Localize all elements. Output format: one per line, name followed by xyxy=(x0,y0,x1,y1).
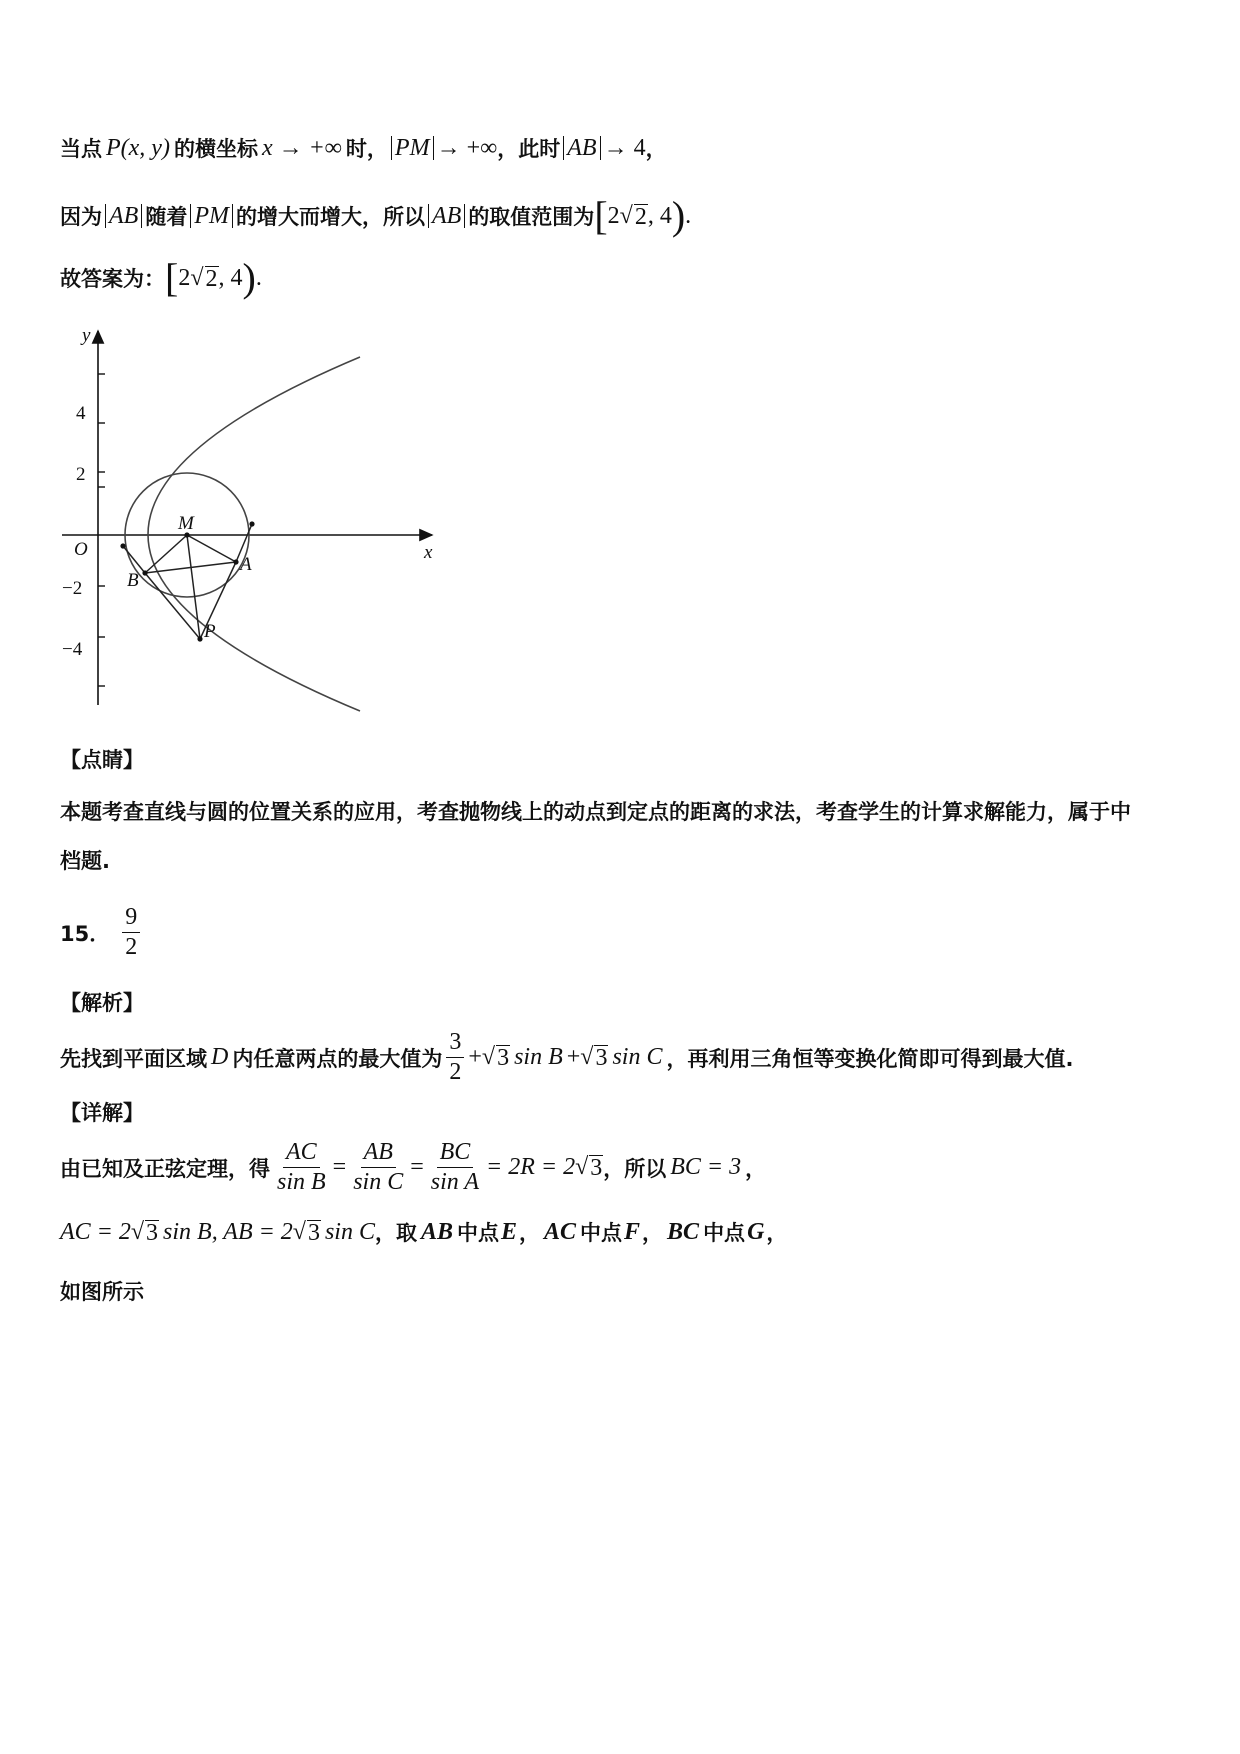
comment-text-2: 档题. xyxy=(60,849,110,873)
tick-label-neg4: −4 xyxy=(62,639,83,660)
math-ac-bold: AC xyxy=(544,1218,577,1245)
math-abs-ab: AB xyxy=(563,136,600,160)
fraction-denominator: sin C xyxy=(353,1169,404,1196)
fraction-denominator: sin B xyxy=(277,1169,326,1196)
math-f: F xyxy=(624,1218,641,1245)
fraction-denominator: 2 xyxy=(125,934,138,961)
math-radicand: 3 xyxy=(307,1219,320,1246)
math-sinc: sin C xyxy=(324,1218,375,1245)
point-label-p: P xyxy=(204,621,216,642)
bracket-open: [ xyxy=(165,255,179,300)
math-sin-b: sin B xyxy=(514,1044,563,1071)
fraction-numerator: 3 xyxy=(446,1030,464,1058)
math-bc-3: BC = 3 xyxy=(670,1154,742,1181)
text: 时， xyxy=(345,137,388,161)
plus: + xyxy=(566,1044,581,1071)
math-x-limit: x → +∞ xyxy=(261,134,342,161)
sqrt-sign: √ xyxy=(575,1154,589,1181)
fraction-numerator: AB xyxy=(361,1140,396,1168)
detail-heading: 【详解】 xyxy=(60,1101,144,1125)
math-two: 2 xyxy=(178,264,191,291)
paren-close: ) xyxy=(242,255,256,300)
text: 由已知及正弦定理，得 xyxy=(60,1156,270,1181)
comment-heading: 【点睛】 xyxy=(60,748,144,772)
math-radicand: 3 xyxy=(595,1045,608,1072)
bracket-open: [ xyxy=(594,193,608,238)
math-abs-ab: AB xyxy=(105,204,142,228)
math-sinb-ab: sin B, AB = 2 xyxy=(163,1218,293,1245)
math-radicand: 2 xyxy=(205,265,218,292)
math-abs-pm: PM xyxy=(190,204,233,228)
text: 的增大而增大，所以 xyxy=(235,205,425,229)
math-radicand: 3 xyxy=(590,1155,603,1182)
fraction-bc-sina xyxy=(428,1140,482,1195)
fraction-numerator: BC xyxy=(437,1140,474,1168)
paren-close: ) xyxy=(671,193,686,238)
sqrt-sign: √ xyxy=(619,202,633,229)
text: ，此时 xyxy=(497,137,561,161)
sqrt-sign: √ xyxy=(292,1218,306,1245)
math-abs-ab: AB xyxy=(428,204,465,228)
fraction-three-halves xyxy=(446,1030,464,1085)
q15-answer-fraction xyxy=(122,905,140,960)
origin-label: O xyxy=(74,539,88,560)
text: ， xyxy=(519,1221,541,1245)
x-axis-label: x xyxy=(424,542,433,563)
sqrt-sign: √ xyxy=(580,1044,594,1071)
paragraph-range xyxy=(60,193,692,238)
text: 中点 xyxy=(703,1221,746,1245)
parabola-curve xyxy=(148,357,360,711)
text: 中点 xyxy=(457,1221,499,1245)
paragraph-limit xyxy=(60,133,667,163)
text: 中点 xyxy=(580,1221,623,1245)
text: 先找到平面区域 xyxy=(60,1046,207,1071)
math-to-inf: → +∞ xyxy=(436,134,498,161)
fraction-ac-sinb xyxy=(274,1140,329,1195)
point-label-a: A xyxy=(240,554,252,575)
text: ， xyxy=(642,1221,664,1245)
math-e: E xyxy=(501,1218,518,1245)
sqrt-sign: √ xyxy=(130,1218,145,1245)
question-number: 15． xyxy=(60,921,111,946)
math-d: D xyxy=(211,1044,229,1071)
text: 内任意两点的最大值为 xyxy=(232,1046,443,1071)
math-comma-4: , 4 xyxy=(647,202,672,229)
analysis-text xyxy=(60,1030,1073,1085)
y-axis-label: y xyxy=(82,325,91,346)
sqrt-sign: √ xyxy=(190,264,204,291)
y-ticks xyxy=(98,374,105,686)
answer-label: 故答案为： xyxy=(60,267,165,291)
point-label-b: B xyxy=(127,570,139,591)
q15-line xyxy=(60,905,144,960)
math-two: 2 xyxy=(607,202,620,229)
math-sin-c: sin C xyxy=(612,1044,663,1071)
tick-label-neg2: −2 xyxy=(62,578,83,599)
text: 的取值范围为 xyxy=(468,205,595,229)
math-bc-bold: BC xyxy=(667,1218,700,1245)
answer-line xyxy=(60,255,262,300)
text: ， xyxy=(766,1221,788,1245)
math-comma-4: , 4 xyxy=(218,264,243,291)
fraction-numerator: 9 xyxy=(122,905,140,933)
math-to-4: → 4 xyxy=(603,134,646,161)
text: 的横坐标 xyxy=(173,137,258,161)
text: ，再利用三角恒等变换化简即可得到最大值. xyxy=(666,1046,1074,1071)
text: ，取 xyxy=(374,1221,417,1245)
math-2r: = 2R = 2 xyxy=(486,1154,576,1181)
tick-label-2: 2 xyxy=(76,464,86,485)
detail-text-2 xyxy=(60,1217,787,1247)
point-label-m: M xyxy=(178,513,194,534)
detail-text-1 xyxy=(60,1140,766,1195)
figure-caption: 如图所示 xyxy=(60,1280,144,1304)
math-radicand: 3 xyxy=(146,1219,159,1246)
fraction-denominator: sin A xyxy=(430,1169,480,1196)
text: ， xyxy=(745,1156,767,1181)
equals: = xyxy=(410,1154,424,1181)
text: 随着 xyxy=(145,205,188,229)
math-point-p: P(x, y) xyxy=(106,134,170,161)
math-ac: AC = 2 xyxy=(60,1218,131,1245)
parabola-circle-figure xyxy=(52,325,452,725)
fraction-denominator: 2 xyxy=(449,1059,462,1086)
text: ，所以 xyxy=(603,1156,667,1181)
segments xyxy=(123,524,252,639)
sqrt-sign: √ xyxy=(481,1044,496,1071)
text: 当点 xyxy=(60,137,102,161)
fraction-numerator: AC xyxy=(283,1140,320,1168)
math-g: G xyxy=(747,1218,765,1245)
fraction-ab-sinc xyxy=(350,1140,406,1195)
math-ab: AB xyxy=(420,1218,453,1245)
plus: + xyxy=(468,1044,482,1071)
math-abs-pm: PM xyxy=(391,136,434,160)
math-radicand: 3 xyxy=(497,1045,510,1072)
analysis-heading: 【解析】 xyxy=(60,991,144,1015)
tick-label-4: 4 xyxy=(76,403,86,424)
comment-text-1: 本题考查直线与圆的位置关系的应用，考查抛物线上的动点到定点的距离的求法，考查学生的计算求解能力，属于中 xyxy=(60,800,1131,824)
period: . xyxy=(255,264,262,291)
period: . xyxy=(685,202,692,229)
equals: = xyxy=(332,1154,347,1181)
text: 因为 xyxy=(60,205,102,229)
text: ， xyxy=(645,137,667,161)
math-radicand: 2 xyxy=(634,203,647,230)
